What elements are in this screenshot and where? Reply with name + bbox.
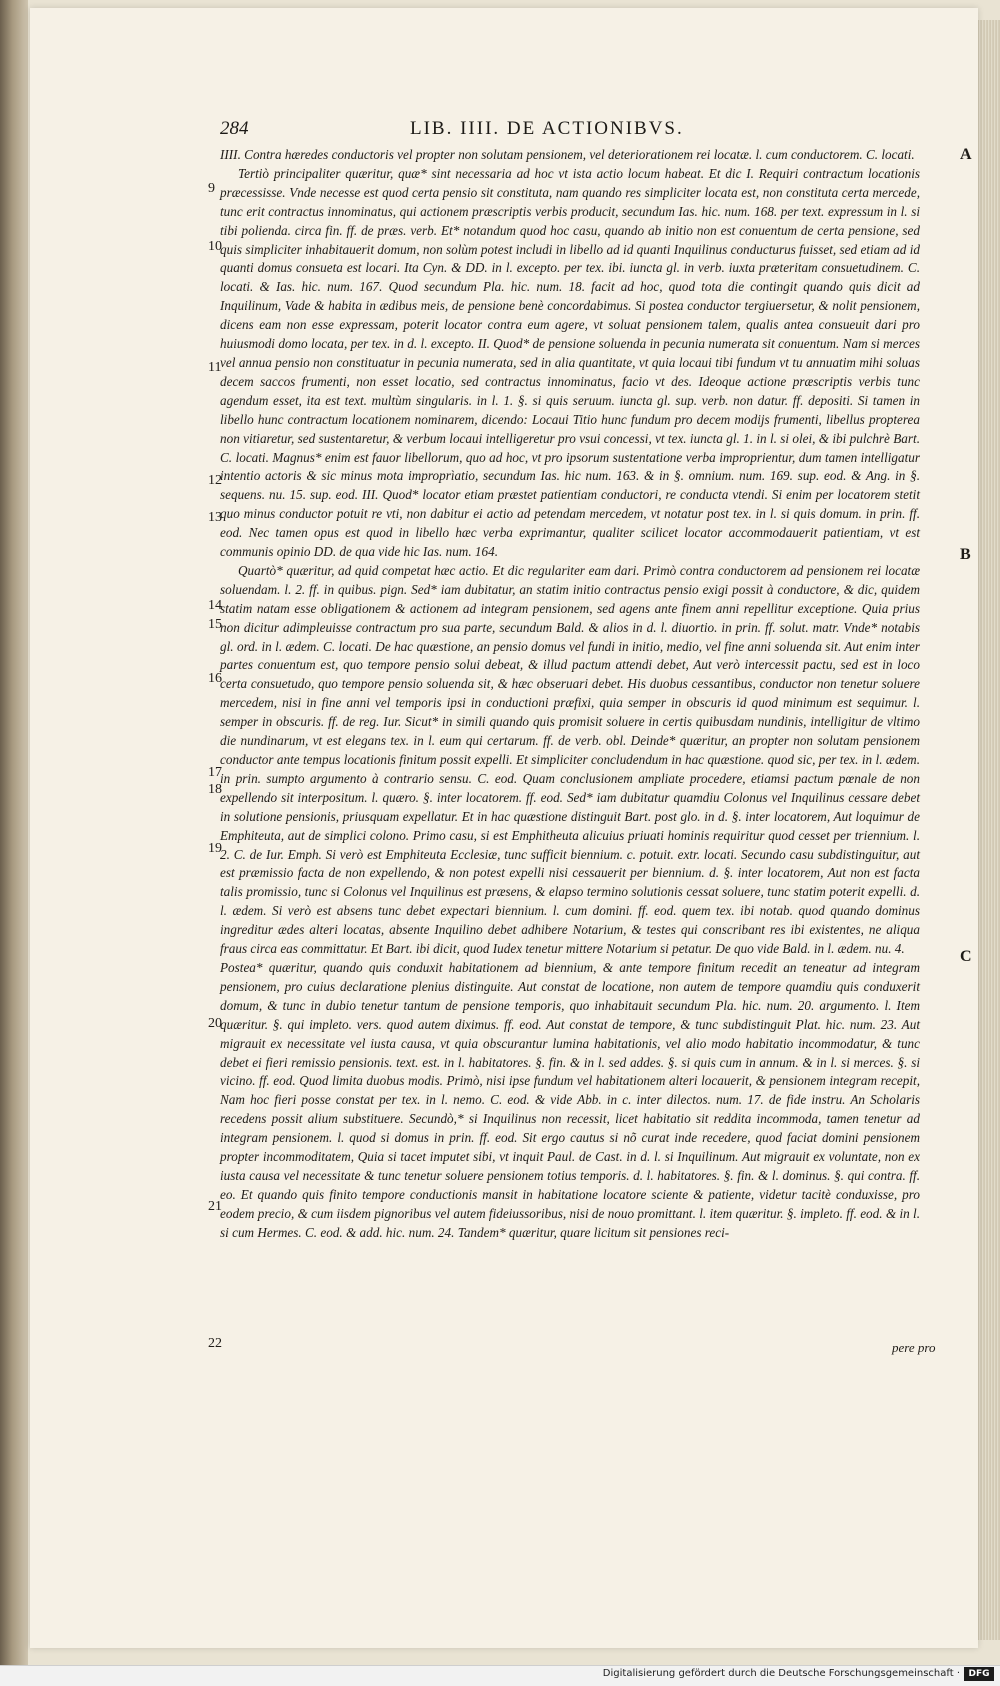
catchword: pere pro: [892, 1340, 936, 1355]
margin-letter: B: [960, 546, 971, 563]
margin-number: 17: [208, 765, 222, 780]
margin-number: 14: [208, 598, 222, 613]
body-text: [220, 146, 920, 1243]
margin-number: 16: [208, 671, 222, 686]
margin-number: 21: [208, 1199, 222, 1214]
margin-number: 19: [208, 841, 222, 856]
margin-letter: A: [960, 146, 972, 163]
margin-number: 12: [208, 473, 222, 488]
footer-credit: Digitalisierung gefördert durch die Deutsche Forschungsgemeinschaft ·: [602, 1668, 960, 1679]
margin-number: 15: [208, 617, 222, 632]
margin-number: 22: [208, 1336, 222, 1351]
margin-letter: C: [960, 948, 972, 965]
paragraph: IIII. Contra hæredes conductoris vel propter non solutam pensionem, vel deteriorationem rei locatæ. l. cum conductorem. C. locati.: [220, 147, 915, 162]
page-header: [30, 118, 978, 144]
paragraph: Quartò* quæritur, ad quid competat hæc actio. Et dic regulariter eam dari. Primò contra conductorem ad pensionem rei locatæ soluendam. l. 2. ff. in quibus. pign. Sed* iam dubitatur, an statim initio contractus pensio exigi possit à conductore, & dic, quidem statim natam esse obligationem & actionem ad integram pensionem, sed agens ante finem anni repellitur exceptione. Quia prius non dicitur adimpleuisse contractum pro sua parte, secundum Bald. & alios in d. l. diuortio. in prin. ff. solut. matr. Vnde* notabis gl. ord. in l. ædem. C. locati. De hac quæstione, an pensio domus vel fundi in initio, medio, vel fine anni soluenda sit. Aut enim inter partes conuentum est, quo tempore pensio solui debeat, & illud pactum attendi debet, Aut verò intercessit pactu, sed est in loco certa consuetudo, quo tempore pensio soluenda sit, & hæc obseruari debet. His duobus cessantibus, conductor non tenetur soluere mercedem, nisi in fine anni vel temporis ipsi in conductioni præfixi, quia semper in obscuris id quod minimum est sequimur. l. semper in obscuris. ff. de reg. Iur. Sicut* in simili quando quis promisit soluere in certis quibusdam nundinis, intelligitur de vltimo die nundinarum, vt est elegans tex. in l. eum qui certarum. ff. de verb. obl. Deinde* quæritur, an propter non solutam pensionem conductor ante tempus locationis finitum possit expelli. Et simpliciter concludendum in hac quæstione. quod sic, per tex. in l. ædem. in prin. sumpto argumento à contrario sensu. C. eod. Quam conclusionem ampliate procedere, etiamsi pactum pœnale de non expellendo sit interpositum. l. quæro. §. inter locatorem. ff. eod. Sed* iam dubitatur quamdiu Colonus vel Inquilinus cessare debet in solutione pensionis, priusquam expellatur. Et in hac quæstione distinguit Bart. post glo. in d. §. inter locatorem, Aut loquimur de Emphiteuta, aut de simplici colono. Primo casu, si est Emphitheuta alicuius priuati hominis requiritur quod cesset per triennium. l. 2. C. de Iur. Emph. Si verò est Emphiteuta Ecclesiæ, tunc sufficit biennium. c. potuit. extr. locati. Secundo casu subdistinguitur, aut est præmissio facta de non expellendo, & non potest expelli nisi cessauerit per biennium. d. §. inter locatorem, Aut non est facta talis promissio, tunc si Colonus vel Inquilinus est præsens, & elapso termino solutionis cessat soluere, tunc statim poterit expelli. d. l. ædem. Si verò est absens tunc debet expectari biennium. l. cum domini. ff. eod. quem tex. ibi notab. quod quando dominus ingreditur ædes alteri locatas, absente Inquilino debet adhibere Notarium, & testes qui conscribant res ibi existentes, ne aliqua fraus circa eas committatur. Et Bart. ibi dicit, quod Iudex tenetur mittere Notarium si petatur. De quo vide Bald. in l. ædem. nu. 4.: [220, 562, 920, 957]
dfg-logo: DFG: [964, 1667, 994, 1681]
book-binding: [0, 0, 28, 1665]
book-page: [30, 8, 978, 1648]
page-number: 284: [220, 118, 249, 139]
margin-number: 18: [208, 782, 222, 797]
paragraph: Tertiò principaliter quæritur, quæ* sint necessaria ad hoc vt ista actio locum habeat. Et dic I. Requiri contractum locationis præcessisse. Vnde necesse est quod certa pensio sit constituta, nam quando res simpliciter locata est, non constituta certa mercede, tunc erit contractus innominatus, qui actionem præscriptis verbis producit, secundum Ias. hic. num. 168. per text. expressum in l. si tibi polienda. circa fin. ff. de præs. verb. Et* notandum quod hoc casu, quando ab initio non est conuentum de certa pensione, sed quis simpliciter inhabitauerit domum, non solùm potest includi in libello ad id quanti Inquilinus conducturus fuisset, sed etiam ad id quanti domus consueta est locari. Ita Cyn. & DD. in l. excepto. per tex. ibi. iuncta gl. in verb. iuxta præteritam consuetudinem. C. locati. & Ias. hic. num. 167. Quod secundum Pla. hic. num. 18. facit ad hoc, quod tota die contingit quando quis dicit ad Inquilinum, Vade & habita in ædibus meis, de pensione benè concordabimus. Si postea conductor tergiuersetur, & nolit pensionem, dicens eam non esse expressam, poterit locator contra eum agere, vt soluat pensionem talem, qualis antea consueuit dari pro huiusmodi domo locata, per tex. in d. l. excepto. II. Quod* de pensione soluenda in pecunia numerata sit conuentum. Nam si merces vel annua pensio non constituatur in pecunia numerata, sed in alia quantitate, vt quia locaui tibi fundum vt tu annuatim mihi soluas decem saccos frumenti, non esset locatio, sed contractus innominatus, facio vt des. Ideoque actione præscriptis verbis tunc agendum esset, ita est text. multùm singularis. in l. 1. §. si quis seruum. iuncta gl. sup. verb. non datur. ff. depositi. Si tamen in libello hunc contractum locationem nominarem, dicendo: Locaui Titio hunc fundum pro decem modijs frumenti, libellus propterea non vitiaretur, sed sustentaretur, & verbum locaui intelligeretur pro vsui concessi, vt tex. iuncta gl. 1. in l. si olei, & ibi pulchrè Bart. C. locati. Magnus* enim est fauor libellorum, quo ad hoc, vt pro ipsorum sustentatione verba improprientur, dum tamen intelligatur intentio actoris & sic minus mota improprìatio, secundum Ias. hic num. 163. & in §. omnium. num. 169. sup. eod. & Ang. in §. sequens. nu. 15. sup. eod. III. Quod* locator etiam præstet patientiam conductori, re conducta vtendi. Si enim per locatorem stetit quo minus conductor potuit re vti, non dabitur ei actio ad petendam mercedem, vt notatur post tex. in l. si quis domum. in prin. ff. eod. Nec tamen opus est quod in libello hæc verba exprimantur, qualiter scilicet locator accommodauerit patientiam, vt est communis opinio DD. de qua vide hic Ias. num. 164.: [220, 165, 920, 560]
page-edges: [978, 20, 1000, 1640]
margin-number: 10: [208, 239, 222, 254]
paragraph: Postea* quæritur, quando quis conduxit habitationem ad biennium, & ante tempore finitum recedit an teneatur ad integram pensionem, pro cuius declaratione plenius distinguite. Aut constat de locatione, non autem de tempore quamdiu quis conduxerit domum, & tunc in dubio tenetur tantum de pensione temporis, quo inhabitauit secundum Pla. hic. num. 20. argumento. l. Item quæritur. §. qui impleto. vers. quod autem diximus. ff. eod. Aut constat de tempore, & tunc subdistinguit Plat. hic. num. 23. Aut migrauit ex necessitate vel iusta causa, vt quia obscurantur lumina habitationis, vel alio modo habitatio incommodatur, & tunc debet ei fieri remissio pensionis. text. est. in l. habitatores. §. fin. & in l. sed addes. §. si quis cum in annum. & in l. si merces. §. si vicino. ff. eod. Quod limita duobus modis. Primò, nisi ipse fundum vel habitationem alteri locauerit, & pensionem integram recepit, Nam hoc fieri posse constat per tex. in l. nemo. C. eod. & vide Abb. in c. inter dilectos. num. 17. de fide instru. An Scholaris recedens possit alium substituere. Secundò,* si Inquilinus non recessit, licet habitatio sit reddita incommoda, tamen tenetur ad integram pensionem. l. quod si domus in prin. ff. eod. Sit ergo cautus si nõ curat inde recedere, quod faciat domini pensionem propter incommoditatem, Quia si tacet imputet sibi, vt inquit Paul. de Cast. in d. l. si Inquilinum. Aut migrauit ex voluntate, non ex iusta causa vel necessitate & tunc tenetur soluere pensionem totius temporis. d. l. habitatores. §. fin. & l. dominus. §. qui contra. ff. eo. Et quando quis finito tempore conductionis mansit in habitatione locatore sciente & patiente, videtur tacitè conduxisse, pro eodem precio, & cum iisdem pignoribus vel autem fideiussoribus, nisi de nouo promittant. l. item quæritur. §. impleto. ff. eod. & in l. si cum Hermes. C. eod. & add. hic. num. 24. Tandem* quæritur, quare licitum sit pensiones reci-: [220, 959, 920, 1240]
margin-number: 9: [208, 181, 215, 196]
running-title: LIB. IIII. DE ACTIONIBVS.: [410, 118, 684, 139]
margin-number: 20: [208, 1016, 222, 1031]
margin-number: 13: [208, 510, 222, 525]
margin-number: 11: [208, 360, 222, 375]
